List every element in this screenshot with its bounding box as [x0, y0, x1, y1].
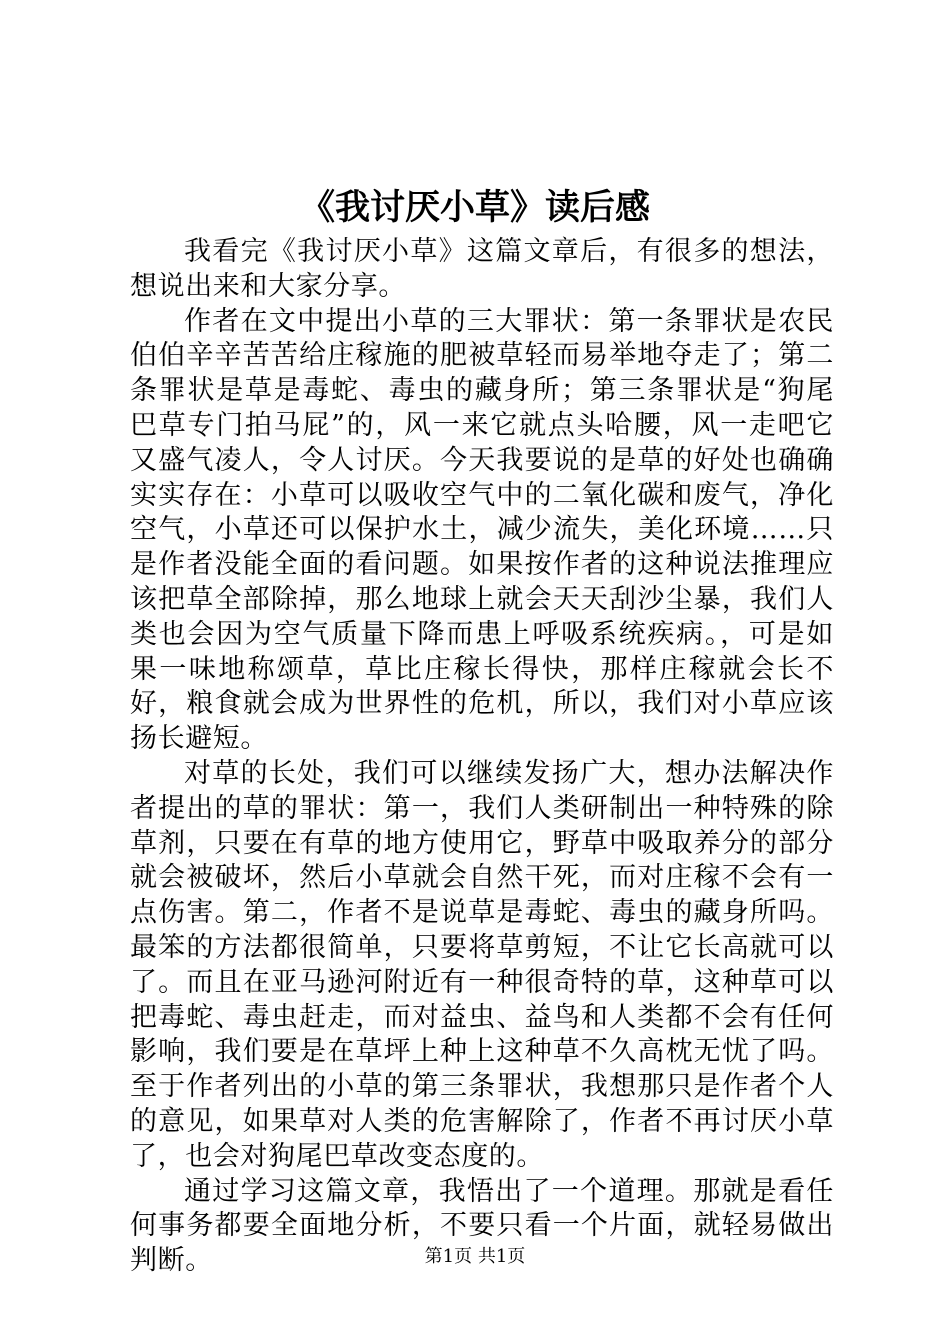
page-number-footer: 第1页 共1页: [424, 1246, 526, 1267]
paragraph-1: 我看完《我讨厌小草》这篇文章后，有很多的想法，想说出来和大家分享。: [130, 236, 834, 302]
document-body: [130, 235, 834, 1279]
paragraph-4: 通过学习这篇文章，我悟出了一个道理。那就是看任何事务都要全面地分析，不要只看一个片面，就轻易做出判断。: [130, 1175, 834, 1277]
paragraph-2: 作者在文中提出小草的三大罪状：第一条罪状是农民伯伯辛辛苦苦给庄稼施的肥被草轻而易举地夺走了；第二条罪状是草是毒蛇、毒虫的藏身所；第三条罪状是“狗尾巴草专门拍马屁”的，风一来它就点头哈腰，风一走吧它又盛气凌人，令人讨厌。今天我要说的是草的好处也确确实实存在：小草可以吸收空气中的二氧化碳和废气，净化空气，小草还可以保护水土，减少流失，美化环境……只是作者没能全面的看问题。如果按作者的这种说法推理应该把草全部除掉，那么地球上就会天天刮沙尘暴，我们人类也会因为空气质量下降而患上呼吸系统疾病。，可是如果一味地称颂草，草比庄稼长得快，那样庄稼就会长不好，粮食就会成为世界性的危机，所以，我们对小草应该扬长避短。: [130, 305, 834, 755]
paragraph-3: 对草的长处，我们可以继续发扬广大，想办法解决作者提出的草的罪状：第一，我们人类研制出一种特殊的除草剂，只要在有草的地方使用它，野草中吸取养分的部分就会被破坏，然后小草就会自然干死，而对庄稼不会有一点伤害。第二，作者不是说草是毒蛇、毒虫的藏身所吗。最笨的方法都很简单，只要将草剪短，不让它长高就可以了。而且在亚马逊河附近有一种很奇特的草，这种草可以把毒蛇、毒虫赶走，而对益虫、益鸟和人类都不会有任何影响，我们要是在草坪上种上这种草不久高枕无忧了吗。至于作者列出的小草的第三条罪状，我想那只是作者个人的意见，如果草对人类的危害解除了，作者不再讨厌小草了，也会对狗尾巴草改变态度的。: [130, 757, 834, 1172]
document-title: 《我讨厌小草》读后感: [299, 187, 650, 228]
